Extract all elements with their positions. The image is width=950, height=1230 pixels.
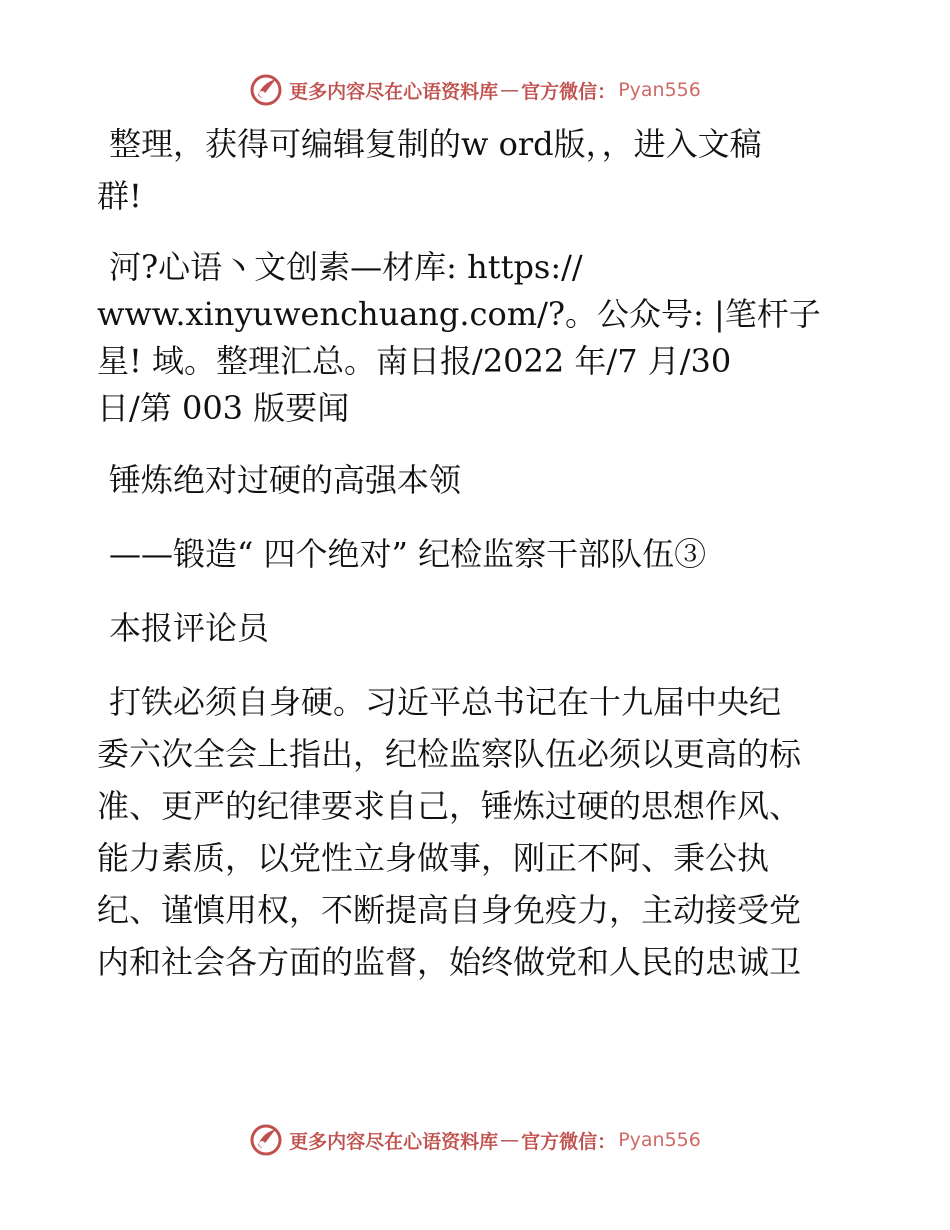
text-line: 星! 域。整理汇总。南日报/2022 年/7 月/30 (97, 342, 732, 380)
text-line: 纪、谨慎用权，不断提高自身免疫力，主动接受党 (97, 891, 802, 929)
text-line: 群! (97, 177, 142, 215)
text-line: 能力素质，以党性立身做事，刚正不阿、秉公执 (97, 839, 770, 877)
footer-wechat-label: 官方微信： (521, 1130, 617, 1153)
text-line: www.xinyuwenchuang.com/?。公众号: |笔杆子 (97, 295, 821, 333)
text-line: 委六次全会上指出，纪检监察队伍必须以更高的标 (97, 735, 802, 773)
subtitle-line: ——锻造“ 四个绝对” 纪检监察干部队伍③ (109, 535, 707, 573)
text-line: 河?心语丶文创素—材库: https:// (109, 248, 583, 286)
text-line: 打铁必须自身硬。习近平总书记在十九届中央纪 (109, 683, 782, 721)
text-line: 内和社会各方面的监督，始终做党和人民的忠诚卫 (97, 943, 802, 981)
article-title (97, 454, 857, 506)
title-line: 锤炼绝对过硬的高强本领 (109, 461, 462, 499)
header-wechat-label: 官方微信： (521, 80, 617, 103)
article-subtitle (97, 528, 857, 580)
footer-banner (0, 1120, 950, 1160)
text-line: 准、更严的纪律要求自己，锤炼过硬的思想作风、 (97, 787, 802, 825)
header-separator: — (500, 79, 520, 101)
header-wechat-account: Pyan556 (618, 79, 701, 101)
article-byline (97, 602, 857, 654)
footer-separator: — (500, 1129, 520, 1151)
text-line: 日/第 003 版要闻 (97, 389, 350, 427)
header-brand-text: 更多内容尽在心语资料库 (289, 80, 499, 103)
footer-brand-text: 更多内容尽在心语资料库 (289, 1130, 499, 1153)
paragraph-body (97, 676, 857, 988)
footer-wechat-account: Pyan556 (618, 1129, 701, 1151)
document-body (97, 118, 857, 988)
text-line: 整理，获得可编辑复制的w ord版，，进入文稿 (109, 125, 762, 163)
header-banner (0, 70, 950, 110)
byline-line: 本报评论员 (109, 609, 270, 647)
paragraph-intro (97, 118, 857, 222)
brand-logo-icon (249, 73, 283, 107)
brand-logo-icon (249, 1123, 283, 1157)
paragraph-source (97, 244, 857, 432)
